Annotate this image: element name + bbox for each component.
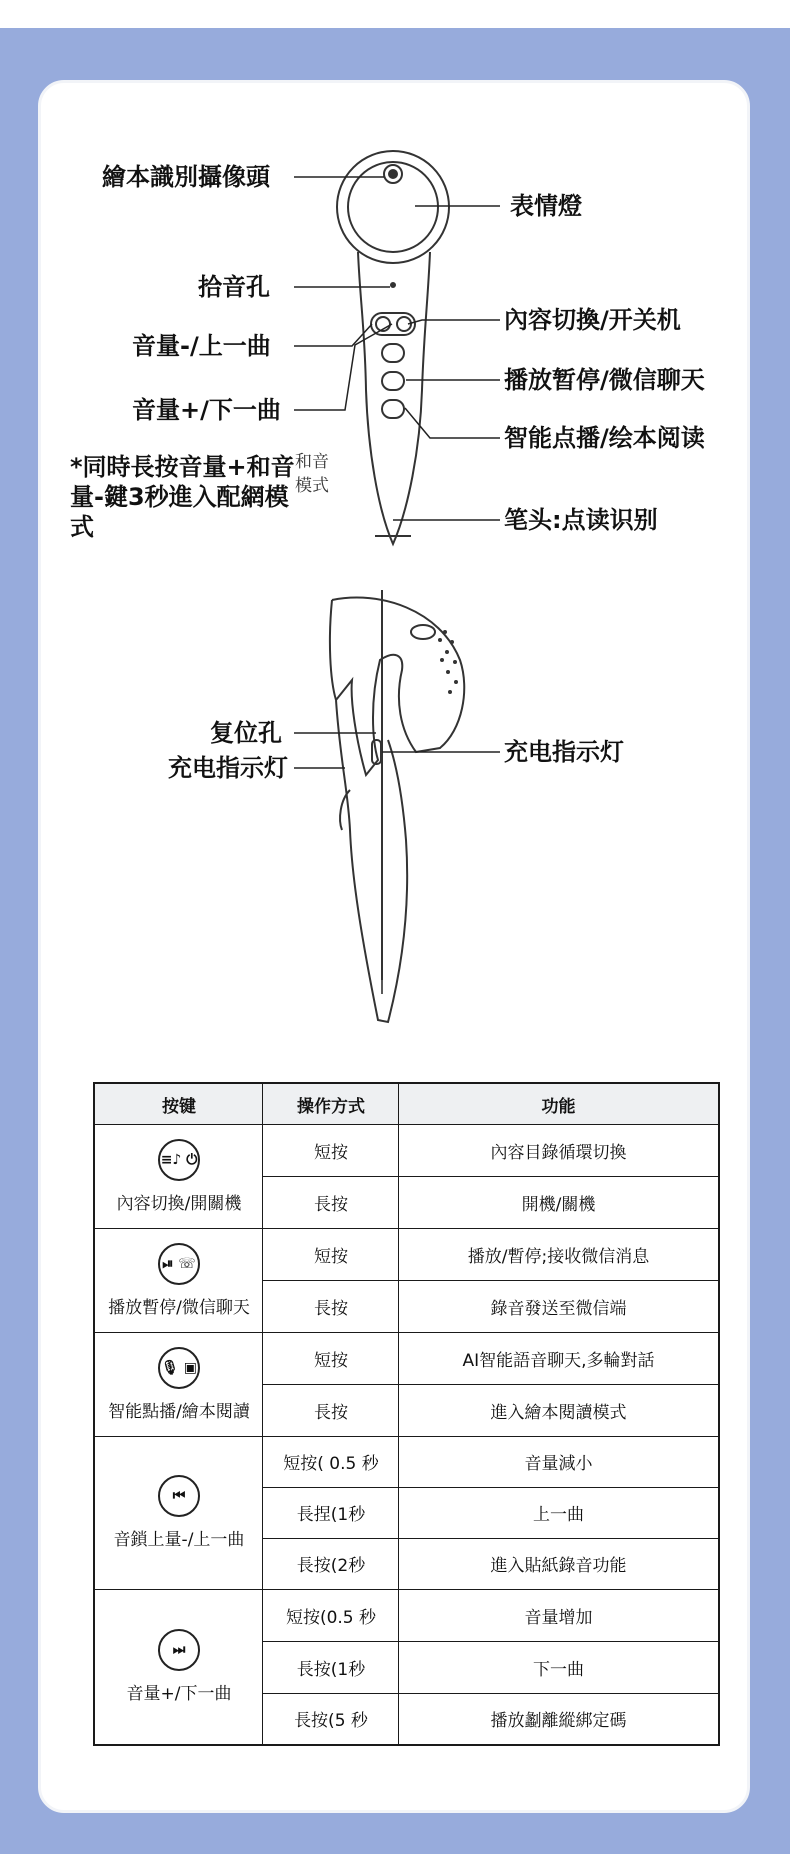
operation-cell: 長按 (314, 1402, 348, 1423)
operation-cell: 長捏(1秒 (296, 1505, 366, 1525)
label-charge-right: 充电指示灯 (504, 738, 624, 766)
table-divider (262, 1084, 263, 1744)
pen-side-view (330, 590, 464, 1022)
key-name: 智能點播/繪本閱讀 (108, 1401, 250, 1422)
label-mic-hole: 拾音孔 (198, 273, 270, 301)
operation-cell: 短按 (314, 1350, 348, 1371)
table-divider (263, 1693, 718, 1694)
previous-track-icon: ⏮ (158, 1475, 200, 1517)
operation-cell: 短按 (314, 1142, 348, 1163)
faded-label-1: 和音 (295, 452, 329, 472)
label-reset-hole: 复位孔 (210, 719, 282, 747)
function-cell: 進入繪本閱讀模式 (490, 1402, 627, 1423)
function-cell: 播放/暫停;接收微信消息 (467, 1246, 650, 1267)
table-divider (263, 1487, 718, 1488)
function-cell: 進入貼紙錄音功能 (490, 1556, 627, 1576)
function-cell: 開機/關機 (521, 1194, 596, 1215)
key-volume-up (95, 1589, 263, 1744)
function-cell: 音量減小 (524, 1454, 593, 1474)
table-divider (263, 1384, 718, 1385)
table-divider (95, 1228, 718, 1229)
function-cell: 播放劙離縱綁定碼 (490, 1711, 627, 1731)
label-volume-up: 音量+/下一曲 (132, 396, 281, 424)
table-divider (95, 1332, 718, 1333)
label-charge-left: 充电指示灯 (168, 754, 288, 782)
operation-cell: 長按(5 秒 (294, 1711, 368, 1731)
pen-front-view (337, 151, 449, 544)
label-camera: 繪本識別攝像頭 (102, 163, 270, 191)
function-cell: 內容目錄循環切換 (490, 1142, 627, 1163)
key-volume-down (95, 1436, 263, 1589)
header-operation: 操作方式 (263, 1084, 399, 1124)
pairing-note: *同時長按音量+和音量-鍵3秒進入配網模式 (70, 453, 295, 541)
operation-cell: 長按(1秒 (296, 1659, 366, 1680)
operation-cell: 長按 (314, 1194, 348, 1215)
function-cell: 下一曲 (533, 1659, 584, 1680)
table-divider (95, 1436, 718, 1437)
label-pen-tip: 笔头:点读识别 (504, 506, 658, 534)
key-name: 播放暫停/微信聊天 (108, 1297, 250, 1318)
key-name: 音鎖上量-/上一曲 (113, 1530, 245, 1550)
label-content-power: 內容切換/开关机 (504, 306, 681, 334)
key-play-pause (95, 1228, 263, 1332)
table-divider (95, 1589, 718, 1590)
function-cell: 音量增加 (524, 1607, 593, 1628)
label-play-pause: 播放暂停/微信聊天 (504, 366, 705, 394)
operation-cell: 短按(0.5 秒 (285, 1607, 377, 1628)
operation-cell: 長按 (314, 1298, 348, 1319)
function-cell: 上一曲 (533, 1505, 584, 1525)
function-cell: AI智能語音聊天,多輪對話 (462, 1350, 655, 1371)
header-function: 功能 (399, 1084, 718, 1124)
key-content-power (95, 1124, 263, 1228)
table-divider (263, 1538, 718, 1539)
header-key: 按键 (95, 1084, 263, 1124)
table-divider (263, 1176, 718, 1177)
table-divider (263, 1280, 718, 1281)
operation-cell: 短按( 0.5 秒 (283, 1454, 379, 1474)
operation-cell: 長按(2秒 (296, 1556, 366, 1576)
function-cell: 錄音發送至微信端 (490, 1298, 627, 1319)
label-emotion-light: 表情燈 (510, 192, 582, 220)
key-name: 內容切換/開關機 (116, 1193, 242, 1214)
label-volume-down: 音量-/上一曲 (132, 332, 271, 360)
label-smart-read: 智能点播/绘本阅读 (504, 424, 705, 452)
key-smart-read (95, 1332, 263, 1436)
button-function-table (93, 1082, 720, 1746)
table-divider (95, 1124, 718, 1125)
key-name: 音量+/下一曲 (126, 1684, 232, 1704)
table-divider (398, 1084, 399, 1744)
faded-label-2: 模式 (295, 476, 329, 496)
table-divider (263, 1641, 718, 1642)
content-power-icon: ≡♪ ⏻ (158, 1139, 200, 1181)
play-pause-icon: ⏯ ☏ (158, 1243, 200, 1285)
next-track-icon: ⏭ (158, 1629, 200, 1671)
operation-cell: 短按 (314, 1246, 348, 1267)
microphone-book-icon: 🎙 ▣ (158, 1347, 200, 1389)
